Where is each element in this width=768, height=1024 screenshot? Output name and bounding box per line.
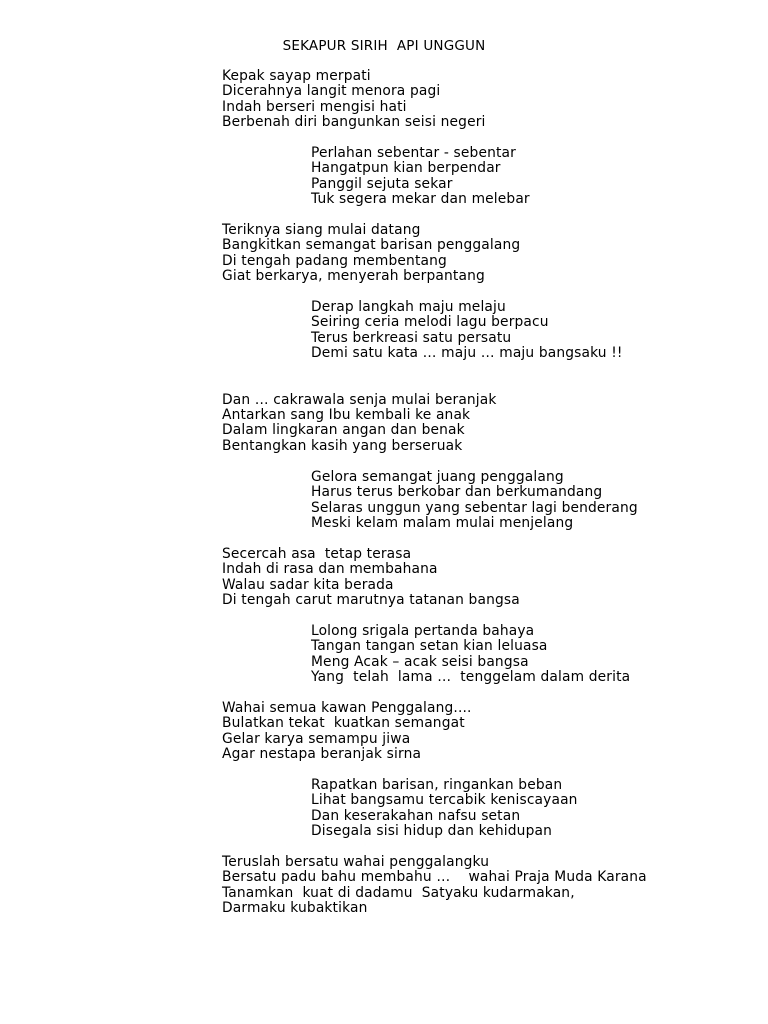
poem-line: Secercah asa tetap terasa bbox=[222, 545, 412, 562]
poem-line: Kepak sayap merpati bbox=[222, 68, 371, 84]
stanza bbox=[0, 146, 768, 208]
poem-line: Wahai semua kawan Penggalang.... bbox=[222, 699, 472, 716]
poem-line: Terus berkreasi satu persatu bbox=[311, 329, 512, 346]
poem-line: Tuk segera mekar dan melebar bbox=[311, 191, 530, 208]
poem-body bbox=[0, 69, 768, 932]
poem-line: Dalam lingkaran angan dan benak bbox=[222, 422, 465, 439]
poem-line: Lihat bangsamu tercabik keniscayaan bbox=[311, 792, 578, 809]
poem-line: Teruslah bersatu wahai penggalangku bbox=[222, 853, 490, 870]
poem-line: Gelar karya semampu jiwa bbox=[222, 730, 411, 747]
stanza bbox=[0, 223, 768, 285]
poem-line: Berbenah diri bangunkan seisi negeri bbox=[222, 114, 486, 131]
stanza bbox=[0, 300, 768, 362]
stanza bbox=[0, 547, 768, 609]
poem-line: Bulatkan tekat kuatkan semangat bbox=[222, 715, 465, 732]
poem-line: Perlahan sebentar - sebentar bbox=[311, 145, 516, 162]
poem-line: Bangkitkan semangat barisan penggalang bbox=[222, 237, 521, 254]
poem-line: Di tengah carut marutnya tatanan bangsa bbox=[222, 591, 520, 608]
poem-line: Di tengah padang membentang bbox=[222, 252, 447, 269]
poem-line: Indah berseri mengisi hati bbox=[222, 98, 407, 115]
poem-line: Dicerahnya langit menora pagi bbox=[222, 83, 441, 100]
poem-line: Indah di rasa dan membahana bbox=[222, 561, 438, 578]
poem-line: Meng Acak – acak seisi bangsa bbox=[311, 653, 529, 670]
poem-line: Hangatpun kian berpendar bbox=[311, 160, 501, 177]
poem-line: Panggil sejuta sekar bbox=[311, 175, 453, 192]
stanza bbox=[0, 624, 768, 686]
poem-line: Selaras unggun yang sebentar lagi benderang bbox=[311, 499, 638, 516]
poem-line: Walau sadar kita berada bbox=[222, 576, 394, 593]
poem-line: Lolong srigala pertanda bahaya bbox=[311, 622, 535, 639]
poem-line: Dan keserakahan nafsu setan bbox=[311, 807, 521, 824]
poem-line: Yang telah lama … tenggelam dalam derita bbox=[311, 668, 631, 685]
poem-line: Harus terus berkobar dan berkumandang bbox=[311, 484, 603, 501]
poem-line: Darmaku kubaktikan bbox=[222, 899, 368, 916]
poem-line: Seiring ceria melodi lagu berpacu bbox=[311, 314, 549, 331]
stanza bbox=[0, 778, 768, 840]
poem-line: Meski kelam malam mulai menjelang bbox=[311, 514, 574, 531]
poem-line: Derap langkah maju melaju bbox=[311, 299, 506, 316]
stanza bbox=[0, 470, 768, 532]
poem-line: Demi satu kata … maju … maju bangsaku !! bbox=[311, 345, 623, 362]
stanza bbox=[0, 701, 768, 763]
poem-line: Antarkan sang Ibu kembali ke anak bbox=[222, 407, 471, 424]
poem-line: Tanamkan kuat di dadamu Satyaku kudarmakan, bbox=[222, 884, 575, 901]
stanza bbox=[0, 393, 768, 455]
poem-line: Tangan tangan setan kian leluasa bbox=[311, 638, 548, 655]
poem-line: Dan … cakrawala senja mulai beranjak bbox=[222, 391, 497, 408]
poem-title: SEKAPUR SIRIH API UNGGUN bbox=[282, 38, 486, 54]
poem-line: Bentangkan kasih yang berseruak bbox=[222, 437, 463, 454]
poem-line: Agar nestapa beranjak sirna bbox=[222, 745, 422, 762]
poem-line: Rapatkan barisan, ringankan beban bbox=[311, 776, 563, 793]
poem-line: Bersatu padu bahu membahu … wahai Praja Muda Karana bbox=[222, 869, 647, 886]
poem-line: Disegala sisi hidup dan kehidupan bbox=[311, 822, 552, 839]
poem-line: Gelora semangat juang penggalang bbox=[311, 468, 564, 485]
stanza bbox=[0, 69, 768, 131]
stanza bbox=[0, 855, 768, 917]
poem-line: Giat berkarya, menyerah berpantang bbox=[222, 268, 485, 285]
poem-line: Teriknya siang mulai datang bbox=[222, 222, 421, 239]
